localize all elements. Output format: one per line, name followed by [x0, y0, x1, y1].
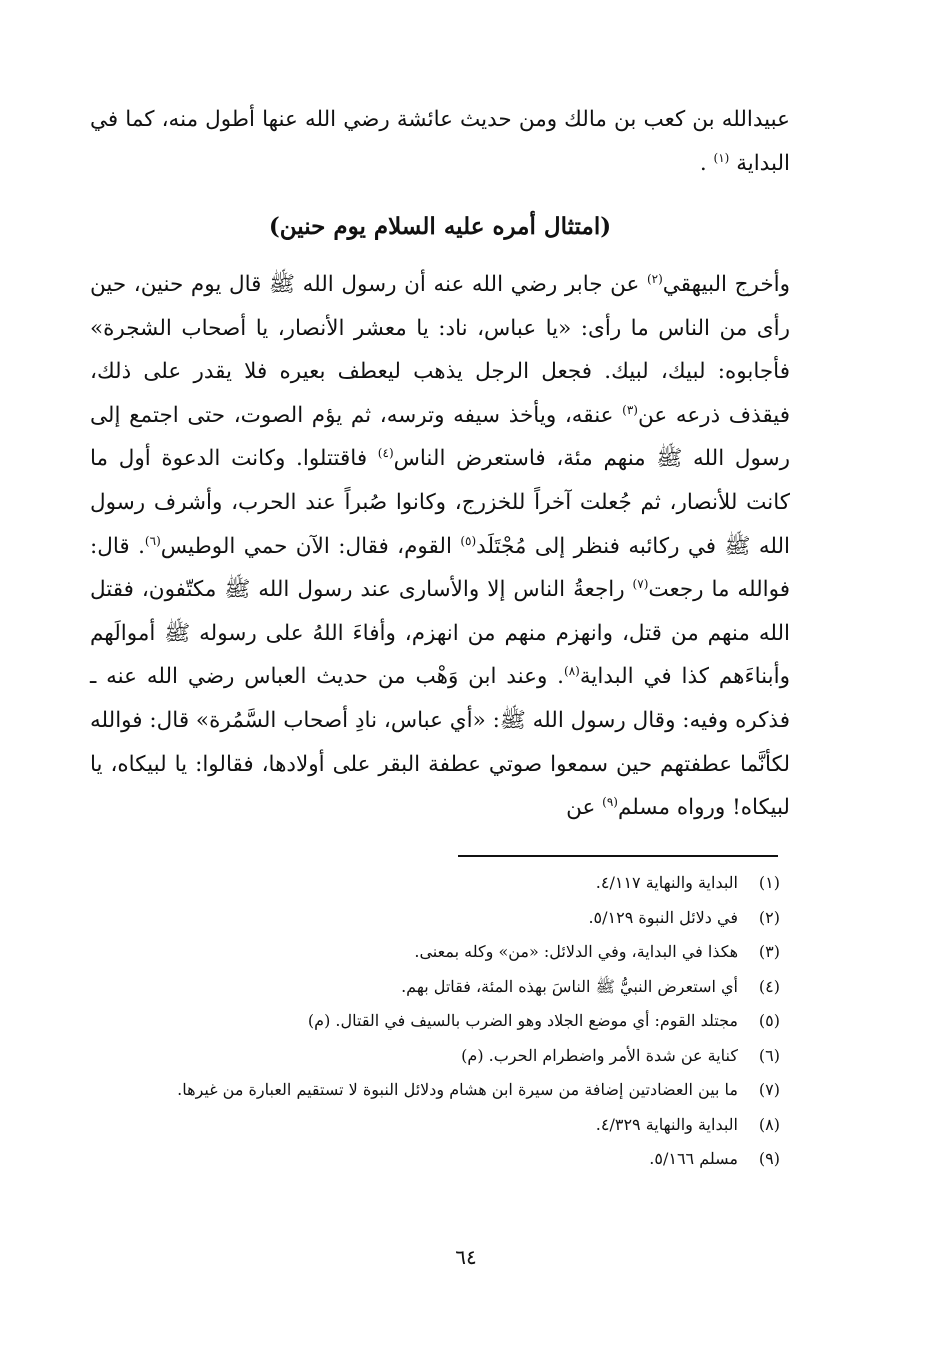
footnote-text: البداية والنهاية ٤/٣٢٩.	[595, 1114, 738, 1134]
footnote-number: (٤)	[758, 976, 780, 996]
footnotes-list	[90, 873, 780, 1184]
footnote-number: (٥)	[758, 1011, 780, 1030]
footnote-item	[90, 1115, 780, 1150]
paragraph-text	[90, 263, 790, 830]
footnote-text: مسلم ٥/١٦٦.	[649, 1149, 738, 1168]
footnote-ref: (٤)	[377, 446, 394, 461]
footnote-divider	[458, 855, 778, 857]
paragraph-segment: عن جابر رضي الله عنه أن رسول الله ﷺ قال يوم حنين، حين رأى من الناس ما رأى: «يا عباس، ناد: يا معشر الأنصار، يا أصحاب الشجرة» فأجابوه: لبيك، لبيك. فجعل الرجل يذهب ليعطف بعيره فلا يقدر على ذلك، فيقذف ذرعه عن	[90, 272, 790, 428]
footnote-text: في دلائل النبوة ٥/١٢٩.	[588, 907, 738, 927]
paragraph-segment: عنقه، ويأخذ سيفه وترسه، ثم يؤم الصوت، حتى اجتمع إلى رسول الله ﷺ منهم مئة، فاستعرض الناس	[90, 402, 790, 472]
footnote-item	[90, 1046, 780, 1081]
page-number: ٦٤	[455, 1245, 477, 1269]
paragraph-segment: فاقتتلوا. وكانت الدعوة أول ما كانت للأنصار، ثم جُعلت آخراً للخزرج، وكانوا صُبراً عند الحرب، وأشرف رسول الله ﷺ في ركائبه فنظر إلى مُجْتَلَد	[90, 446, 790, 559]
paragraph-segment: القوم، فقال: الآن حمي الوطيس	[160, 533, 461, 559]
footnote-number: (٧)	[758, 1080, 780, 1099]
footnote-item	[90, 942, 780, 977]
footnote-number: (٣)	[758, 942, 780, 961]
footnote-ref: (٣)	[622, 402, 638, 417]
footnote-number: (١)	[758, 873, 780, 892]
footnote-number: (٩)	[758, 1149, 780, 1168]
footnote-text: البداية والنهاية ٤/١١٧.	[595, 873, 738, 892]
footnote-item	[90, 908, 780, 943]
footnote-ref: (٢)	[646, 271, 663, 286]
intro-end: .	[699, 150, 707, 176]
footnote-number: (٦)	[758, 1045, 780, 1065]
footnote-ref: (٩)	[602, 794, 618, 809]
footnote-ref: (١)	[713, 150, 730, 165]
footnote-item	[90, 977, 780, 1012]
footnote-ref: (٧)	[632, 577, 649, 591]
paragraph-segment: وأخرج البيهقي	[662, 272, 790, 297]
footnote-number: (٢)	[758, 907, 780, 927]
footnote-ref: (٥)	[460, 533, 477, 548]
intro-text: عبيدالله بن كعب بن مالك ومن حديث عائشة رضي الله عنها أطول منه، كما في البداية	[90, 107, 790, 176]
footnote-item	[90, 1011, 780, 1046]
footnote-ref: (٨)	[564, 664, 580, 679]
section-heading: (امتثال أمره عليه السلام يوم حنين)	[268, 213, 612, 240]
footnote-ref: (٦)	[144, 533, 161, 548]
footnote-text: ما بين العضادتين إضافة من سيرة ابن هشام ودلائل النبوة لا تستقيم العبارة من غيرها.	[177, 1080, 738, 1099]
footnote-text: كناية عن شدة الأمر واضطرام الحرب. (م)	[461, 1045, 738, 1065]
footnote-item	[90, 1080, 780, 1115]
paragraph-segment: . وعند ابن وَهْب من حديث العباس رضي الله عنه ـ فذكره وفيه: وقال رسول الله ﷺ: «أي عباس، نادِ أصحاب السَّمُرة» قال: فوالله لكأنَّما عطفتهم حين سمعوا صوتي عطفة البقر على أولادها، فقالوا: يا لبيكاه، يا لبيكاه! ورواه مسلم	[90, 664, 790, 821]
footnote-item	[90, 873, 780, 908]
paragraph-segment: راجعةُ الناس إلا والأسارى عند رسول الله ﷺ مكتّفون، فقتل الله منهم من قتل، وانهزم منهم من انهزم، وأفاءَ اللهُ على رسوله ﷺ أموالَهم وأبناءَهم كذا في البداية	[90, 577, 790, 690]
footnote-text: أي استعرض النبيُّ ﷺ الناسَ بهذه المئة، فقاتل بهم.	[401, 976, 738, 996]
intro-paragraph	[90, 98, 790, 185]
footnote-number: (٨)	[758, 1114, 780, 1134]
footnote-text: مجتلد القوم: أي موضع الجلاد وهو الضرب بالسيف في القتال. (م)	[307, 1011, 738, 1030]
main-paragraph	[90, 263, 790, 830]
footnote-text: هكذا في البداية، وفي الدلائل: «من» وكله بمعنى.	[414, 942, 738, 961]
paragraph-segment: عن	[566, 795, 603, 821]
footnote-item	[90, 1149, 780, 1184]
paragraph-segment: . قال: فوالله ما رجعت	[90, 533, 790, 603]
